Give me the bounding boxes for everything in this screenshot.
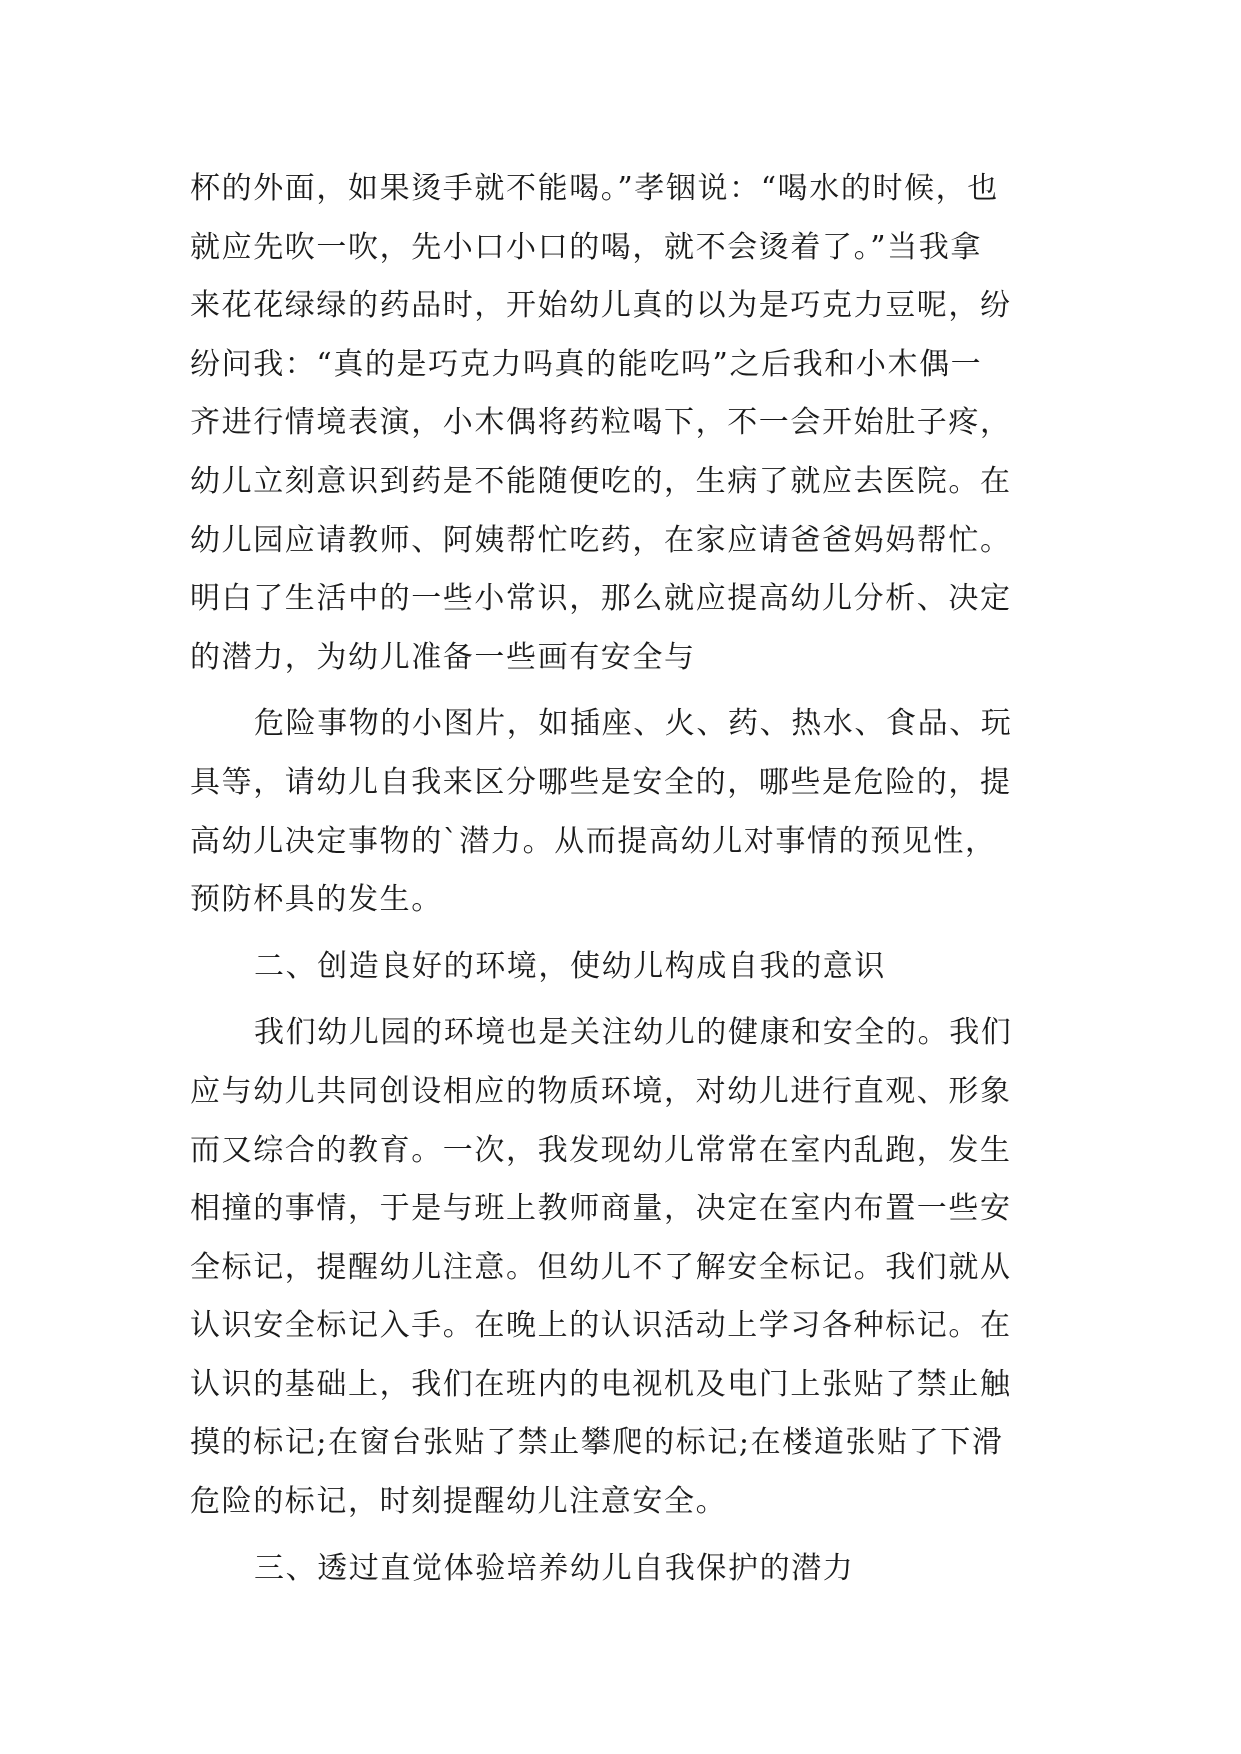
text-line: 幼儿立刻意识到药是不能随便吃的，生病了就应去医院。在 (190, 463, 1012, 499)
text-line: 认识安全标记入手。在晚上的认识活动上学习各种标记。在 (190, 1308, 1012, 1344)
text-line: 来花花绿绿的药品时，开始幼儿真的以为是巧克力豆呢，纷 (190, 288, 1012, 324)
text-line: 摸的标记;在窗台张贴了禁止攀爬的标记;在楼道张贴了下滑 (190, 1425, 1004, 1461)
text-line: 齐进行情境表演，小木偶将药粒喝下，不一会开始肚子疼， (190, 405, 1012, 441)
paragraph-start-line: 我们幼儿园的环境也是关注幼儿的健康和安全的。我们 (254, 1015, 1013, 1051)
text-line: 杯的外面，如果烫手就不能喝。”孝铟说：“喝水的时候，也 (190, 171, 999, 206)
section-heading-2: 二、创造良好的环境，使幼儿构成自我的意识 (254, 948, 886, 984)
text-line: 预防杯具的发生。 (190, 882, 443, 918)
text-line: 相撞的事情，于是与班上教师商量，决定在室内布置一些安 (190, 1191, 1012, 1227)
text-line: 而又综合的教育。一次，我发现幼儿常常在室内乱跑，发生 (190, 1132, 1012, 1168)
text-line: 高幼儿决定事物的`潜力。从而提高幼儿对事情的预见性， (190, 823, 997, 859)
text-line: 全标记，提醒幼儿注意。但幼儿不了解安全标记。我们就从 (190, 1249, 1012, 1285)
text-line: 明白了生活中的一些小常识，那么就应提高幼儿分析、决定 (190, 581, 1012, 617)
text-line: 的潜力，为幼儿准备一些画有安全与 (190, 639, 696, 675)
text-line: 就应先吹一吹，先小口小口的喝，就不会烫着了。”当我拿 (190, 229, 982, 265)
body-text (190, 160, 1070, 1598)
text-line: 具等，请幼儿自我来区分哪些是安全的，哪些是危险的，提 (190, 764, 1012, 800)
text-line: 应与幼儿共同创设相应的物质环境，对幼儿进行直观、形象 (190, 1073, 1012, 1109)
paragraph-start-line: 危险事物的小图片，如插座、火、药、热水、食品、玩 (254, 706, 1013, 742)
text-line: 幼儿园应请教师、阿姨帮忙吃药，在家应请爸爸妈妈帮忙。 (190, 522, 1012, 558)
text-line: 认识的基础上，我们在班内的电视机及电门上张贴了禁止触 (190, 1366, 1012, 1402)
text-line: 危险的标记，时刻提醒幼儿注意安全。 (190, 1484, 728, 1520)
text-line: 纷问我：“真的是巧克力吗真的能吃吗”之后我和小木偶一 (190, 346, 983, 382)
section-heading-3: 三、透过直觉体验培养幼儿自我保护的潜力 (254, 1550, 855, 1586)
